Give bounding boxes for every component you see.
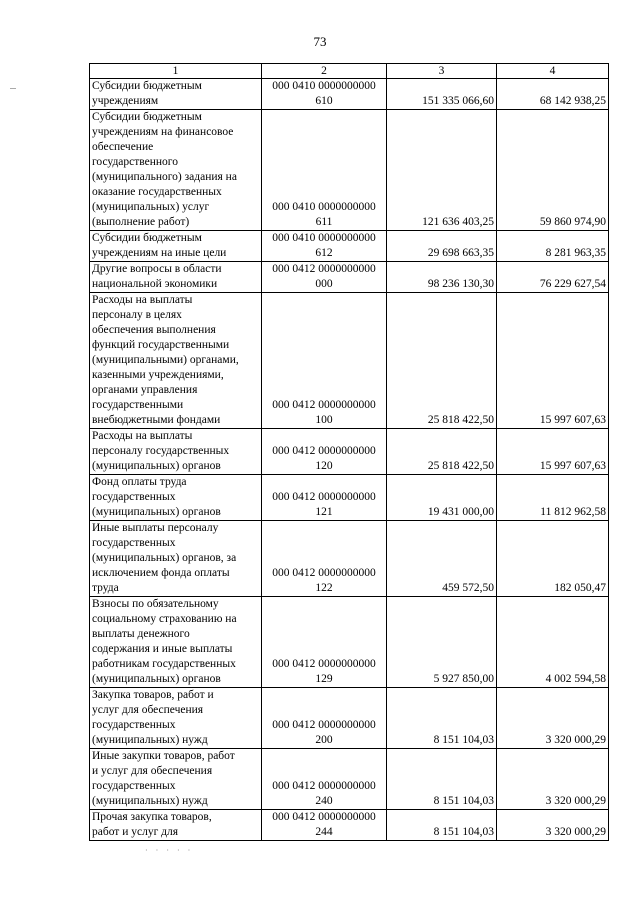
- table-row: [90, 110, 609, 231]
- row-value-col3: 5 927 850,00: [387, 597, 497, 688]
- row-name: Субсидии бюджетным учреждениям на иные цели: [90, 231, 262, 262]
- scan-margin-mark: [10, 88, 16, 89]
- row-code: 000 0412 0000000000 000: [262, 262, 387, 293]
- row-value-col4: 3 320 000,29: [497, 749, 609, 810]
- row-code: 000 0412 0000000000 244: [262, 810, 387, 841]
- row-value-col4: 59 860 974,90: [497, 110, 609, 231]
- row-value-col3: 98 236 130,30: [387, 262, 497, 293]
- row-value-col3: 8 151 104,03: [387, 688, 497, 749]
- table-row: [90, 810, 609, 841]
- row-code: 000 0410 0000000000 611: [262, 110, 387, 231]
- row-value-col3: 8 151 104,03: [387, 749, 497, 810]
- row-code: 000 0412 0000000000 121: [262, 475, 387, 521]
- row-name: Прочая закупка товаров, работ и услуг для: [90, 810, 262, 841]
- table-row: [90, 475, 609, 521]
- column-header-4: 4: [497, 64, 609, 79]
- row-value-col3: 121 636 403,25: [387, 110, 497, 231]
- budget-table: [89, 63, 609, 841]
- row-code: 000 0412 0000000000 100: [262, 293, 387, 429]
- table-row: [90, 293, 609, 429]
- table-row: [90, 231, 609, 262]
- column-header-3: 3: [387, 64, 497, 79]
- row-code: 000 0410 0000000000 612: [262, 231, 387, 262]
- row-name: Субсидии бюджетным учреждениям на финансовое обеспечение государственного (муниципального) задания на оказание государственных (муниципальных) услуг (выполнение работ): [90, 110, 262, 231]
- row-code: 000 0412 0000000000 129: [262, 597, 387, 688]
- table-row: [90, 79, 609, 110]
- row-value-col4: 3 320 000,29: [497, 688, 609, 749]
- row-name: Иные закупки товаров, работ и услуг для обеспечения государственных (муниципальных) нужд: [90, 749, 262, 810]
- column-header-2: 2: [262, 64, 387, 79]
- row-value-col4: 68 142 938,25: [497, 79, 609, 110]
- column-header-1: 1: [90, 64, 262, 79]
- row-value-col3: 25 818 422,50: [387, 429, 497, 475]
- row-code: 000 0412 0000000000 200: [262, 688, 387, 749]
- row-value-col4: 15 997 607,63: [497, 429, 609, 475]
- row-name: Расходы на выплаты персоналу в целях обеспечения выполнения функций государственными (муниципальными) органами, казенными учреждениями, органами управления государственными внебюджетными фондами: [90, 293, 262, 429]
- table-header-row: [90, 64, 609, 79]
- row-value-col3: 459 572,50: [387, 521, 497, 597]
- table-row: [90, 262, 609, 293]
- row-name: Фонд оплаты труда государственных (муниципальных) органов: [90, 475, 262, 521]
- table-row: [90, 688, 609, 749]
- row-value-col3: 19 431 000,00: [387, 475, 497, 521]
- row-code: 000 0412 0000000000 240: [262, 749, 387, 810]
- row-value-col3: 29 698 663,35: [387, 231, 497, 262]
- row-value-col4: 3 320 000,29: [497, 810, 609, 841]
- table-row: [90, 429, 609, 475]
- table-row: [90, 597, 609, 688]
- table-row: [90, 521, 609, 597]
- row-value-col4: 15 997 607,63: [497, 293, 609, 429]
- row-code: 000 0412 0000000000 120: [262, 429, 387, 475]
- row-value-col4: 11 812 962,58: [497, 475, 609, 521]
- row-value-col4: 76 229 627,54: [497, 262, 609, 293]
- row-name: Закупка товаров, работ и услуг для обеспечения государственных (муниципальных) нужд: [90, 688, 262, 749]
- row-name: Иные выплаты персоналу государственных (муниципальных) органов, за исключением фонда оплаты труда: [90, 521, 262, 597]
- row-value-col4: 8 281 963,35: [497, 231, 609, 262]
- row-value-col4: 182 050,47: [497, 521, 609, 597]
- row-value-col3: 25 818 422,50: [387, 293, 497, 429]
- row-code: 000 0412 0000000000 122: [262, 521, 387, 597]
- row-value-col3: 151 335 066,60: [387, 79, 497, 110]
- scan-artifact: · · · · ·: [145, 846, 194, 855]
- row-name: Другие вопросы в области национальной экономики: [90, 262, 262, 293]
- row-code: 000 0410 0000000000 610: [262, 79, 387, 110]
- row-name: Взносы по обязательному социальному страхованию на выплаты денежного содержания и иные выплаты работникам государственных (муниципальных) органов: [90, 597, 262, 688]
- row-value-col3: 8 151 104,03: [387, 810, 497, 841]
- row-value-col4: 4 002 594,58: [497, 597, 609, 688]
- page-number: 73: [313, 34, 327, 49]
- table-row: [90, 749, 609, 810]
- row-name: Расходы на выплаты персоналу государственных (муниципальных) органов: [90, 429, 262, 475]
- row-name: Субсидии бюджетным учреждениям: [90, 79, 262, 110]
